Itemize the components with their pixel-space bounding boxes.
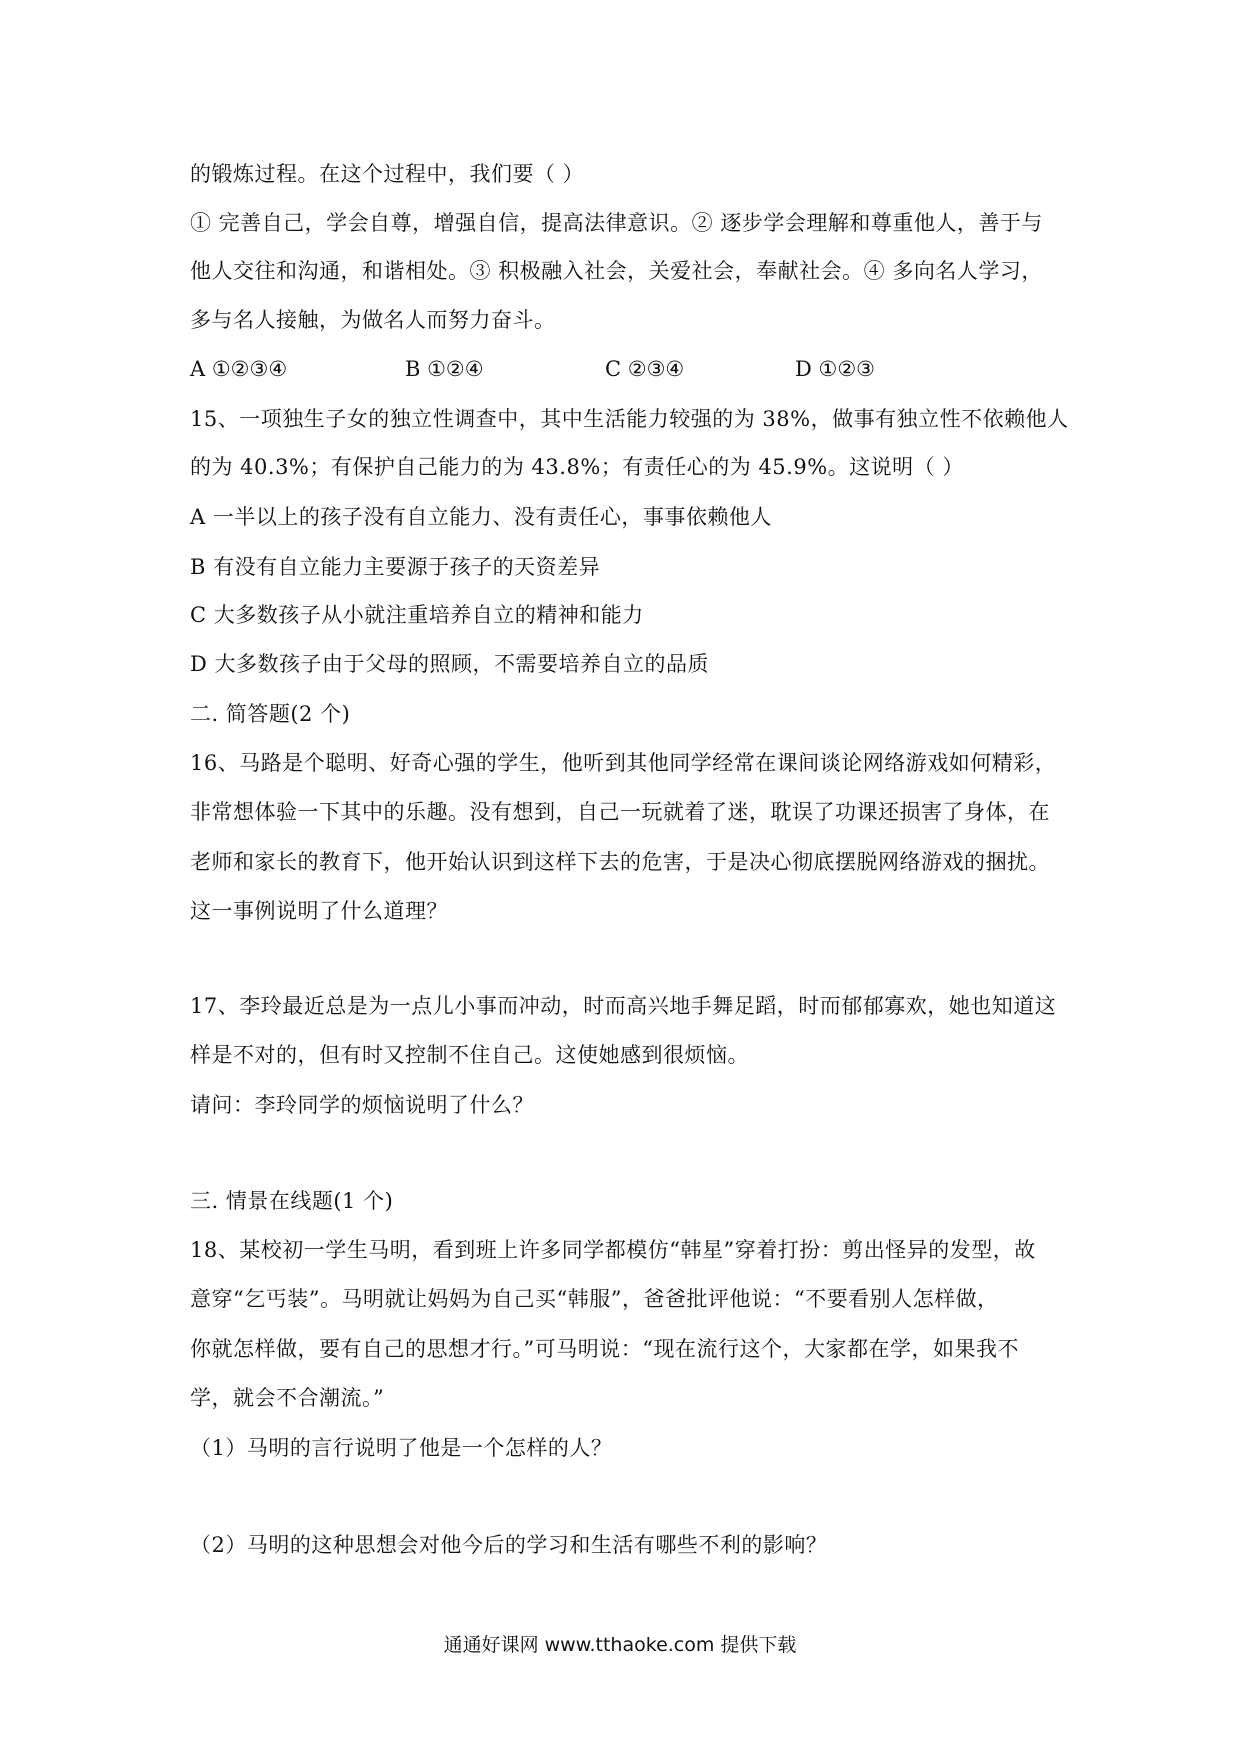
q16-line-3: 老师和家长的教育下，他开始认识到这样下去的危害，于是决心彻底摆脱网络游戏的捆扰。 xyxy=(190,850,1050,874)
q14-option-a: A ①②③④ xyxy=(190,357,288,381)
section-3-heading: 三. 情景在线题(1 个) xyxy=(190,1189,394,1213)
q15-option-c: C 大多数孩子从小就注重培养自立的精神和能力 xyxy=(190,603,644,627)
q14-option-b: B ①②④ xyxy=(405,357,484,381)
q15-line-2: 的为 40.3%；有保护自己能力的为 43.8%；有责任心的为 45.9%。这说明（ ） xyxy=(190,455,964,479)
q14-line-4: 多与名人接触，为做名人而努力奋斗。 xyxy=(190,308,556,332)
q14-option-d: D ①②③ xyxy=(795,357,875,381)
section-2-heading: 二. 简答题(2 个) xyxy=(190,702,351,726)
q14-line-2: ① 完善自己，学会自尊，增强自信，提高法律意识。② 逐步学会理解和尊重他人，善于与 xyxy=(190,211,1043,235)
q16-line-4: 这一事例说明了什么道理？ xyxy=(190,899,448,923)
q17-line-2: 样是不对的，但有时又控制不住自己。这使她感到很烦恼。 xyxy=(190,1043,749,1067)
q17-line-3: 请问：李玲同学的烦恼说明了什么？ xyxy=(190,1093,534,1117)
q15-option-a: A 一半以上的孩子没有自立能力、没有责任心，事事依赖他人 xyxy=(190,505,772,529)
q15-option-b: B 有没有自立能力主要源于孩子的天资差异 xyxy=(190,555,601,579)
q14-line-1: 的锻炼过程。在这个过程中，我们要（ ） xyxy=(190,162,585,186)
q18-line-4: 学，就会不合潮流。” xyxy=(190,1386,385,1410)
q15-line-1: 15、一项独生子女的独立性调查中，其中生活能力较强的为 38%，做事有独立性不依赖他人 xyxy=(190,407,1069,431)
q16-line-1: 16、马路是个聪明、好奇心强的学生，他听到其他同学经常在课间谈论网络游戏如何精彩， xyxy=(190,751,1057,775)
q18-line-3: 你就怎样做，要有自己的思想才行。”可马明说：“现在流行这个，大家都在学，如果我不 xyxy=(190,1337,1019,1361)
q18-subquestion-1: （1）马明的言行说明了他是一个怎样的人？ xyxy=(190,1436,613,1460)
q18-subquestion-2: （2）马明的这种思想会对他今后的学习和生活有哪些不利的影响？ xyxy=(190,1533,828,1557)
page-footer: 通通好课网 www.tthaoke.com 提供下载 xyxy=(443,1634,797,1656)
q14-option-c: C ②③④ xyxy=(605,357,685,381)
q18-line-1: 18、某校初一学生马明，看到班上许多同学都模仿“韩星”穿着打扮：剪出怪异的发型，故 xyxy=(190,1238,1036,1262)
q15-option-d: D 大多数孩子由于父母的照顾，不需要培养自立的品质 xyxy=(190,652,710,676)
q14-line-3: 他人交往和沟通，和谐相处。③ 积极融入社会，关爱社会，奉献社会。④ 多向名人学习， xyxy=(190,259,1043,283)
q18-line-2: 意穿“乞丐装”。马明就让妈妈为自己买“韩服”，爸爸批评他说：“不要看别人怎样做， xyxy=(190,1287,999,1311)
q16-line-2: 非常想体验一下其中的乐趣。没有想到，自己一玩就着了迷，耽误了功课还损害了身体，在 xyxy=(190,800,1050,824)
q17-line-1: 17、李玲最近总是为一点儿小事而冲动，时而高兴地手舞足蹈，时而郁郁寡欢，她也知道这 xyxy=(190,994,1057,1018)
